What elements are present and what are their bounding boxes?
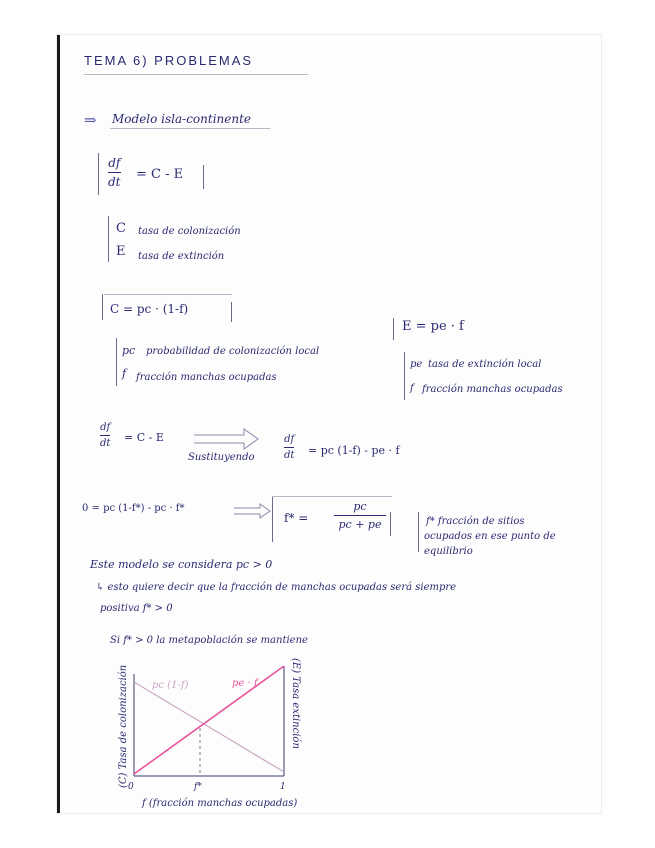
eq1-den: dt xyxy=(108,175,121,189)
fstar-def-bar xyxy=(418,512,419,552)
defsc-bar xyxy=(116,338,117,386)
eq-e: E = pe · f xyxy=(402,319,464,334)
eqc-bar-right xyxy=(231,302,232,322)
curve-c-label: pc (1-f) xyxy=(152,680,189,691)
eq2-rhs2: = pc (1-f) - pe · f xyxy=(308,444,400,457)
eq2-num: df xyxy=(100,422,111,433)
model-title: Modelo isla-continente xyxy=(112,112,252,126)
note-2: ↳ esto quiere decir que la fracción de manchas ocupadas será siempre xyxy=(96,582,457,593)
def-pe-sym: pe xyxy=(410,359,423,370)
eq3-overline xyxy=(272,496,392,497)
def-fe-text: fracción manchas ocupadas xyxy=(422,384,563,395)
eq2b-frac-bar xyxy=(284,447,294,448)
eq1-fraction xyxy=(108,156,121,189)
eqe-bar-left xyxy=(393,318,394,340)
fstar-def-line2: ocupados en ese punto de xyxy=(424,531,556,542)
colonization-extinction-graph xyxy=(112,648,312,816)
def-pc-sym: pc xyxy=(122,344,136,357)
note-1: Este modelo se considera pc > 0 xyxy=(90,558,273,571)
eq2b-fraction xyxy=(284,434,294,461)
tick-1: 1 xyxy=(280,782,286,792)
arrow-bullet: ⇒ xyxy=(84,111,97,129)
eq3-den: pc + pe xyxy=(338,518,382,531)
eqc-bar-left xyxy=(102,294,103,320)
implies-arrow-icon xyxy=(232,502,272,520)
eq2b-den: dt xyxy=(284,450,295,461)
eq3-bar-left xyxy=(272,496,273,542)
fstar-def-line1: f* fracción de sitios xyxy=(426,516,525,527)
eq3-bar-right xyxy=(390,512,391,536)
eq1-bar-left xyxy=(98,153,99,195)
def-f-sym: f xyxy=(122,367,127,380)
eqc-overline xyxy=(104,294,232,295)
eq3-num: pc xyxy=(353,500,367,513)
eq2-arrow-label: Sustituyendo xyxy=(188,452,255,463)
eq2-rhs: = C - E xyxy=(124,431,164,444)
title-underline xyxy=(84,74,308,75)
eq2-den: dt xyxy=(100,438,111,449)
def-pe-text: tasa de extinción local xyxy=(428,359,542,370)
eq3-fraction xyxy=(334,500,386,531)
defse-bar xyxy=(404,352,405,400)
def-e-text: tasa de extinción xyxy=(138,251,225,262)
tick-fstar: f* xyxy=(194,782,202,792)
model-underline xyxy=(110,128,270,129)
eq3-frac-bar xyxy=(334,515,386,516)
fstar-def-line3: equilibrio xyxy=(424,546,473,557)
eq1-frac-bar xyxy=(108,172,121,173)
curve-e-label: pe · f xyxy=(232,678,258,689)
eq-c: C = pc · (1-f) xyxy=(110,302,189,316)
note-4: Si f* > 0 la metapoblación se mantiene xyxy=(110,635,308,646)
eq3-lhs: 0 = pc (1-f*) - pc · f* xyxy=(82,503,185,514)
eq2-frac-bar xyxy=(100,435,110,436)
eq1-rhs: = C - E xyxy=(136,167,184,182)
defs1-bar xyxy=(108,216,109,262)
def-e-sym: E xyxy=(116,244,126,259)
graph-right-axis-label: (E) Tasa extinción xyxy=(290,658,301,749)
eq3-fstar: f* = xyxy=(284,511,309,525)
graph-left-axis-label: (C) Tasa de colonización xyxy=(118,664,129,788)
eq1-num: df xyxy=(108,156,121,170)
substitution-arrow-icon xyxy=(192,427,260,451)
def-c-text: tasa de colonización xyxy=(138,226,241,237)
note-3: positiva f* > 0 xyxy=(100,603,173,614)
def-pc-text: probabilidad de colonización local xyxy=(146,346,320,357)
def-f-text: fracción manchas ocupadas xyxy=(136,372,277,383)
eq2b-num: df xyxy=(284,434,295,445)
def-c-sym: C xyxy=(116,221,126,236)
eq1-bar-right xyxy=(203,165,204,189)
eq2-fraction xyxy=(100,422,110,449)
tick-0: 0 xyxy=(128,782,134,792)
def-fe-sym: f xyxy=(410,383,414,394)
page-title: TEMA 6) PROBLEMAS xyxy=(84,53,254,68)
graph-bottom-axis-label: f (fracción manchas ocupadas) xyxy=(142,798,298,809)
